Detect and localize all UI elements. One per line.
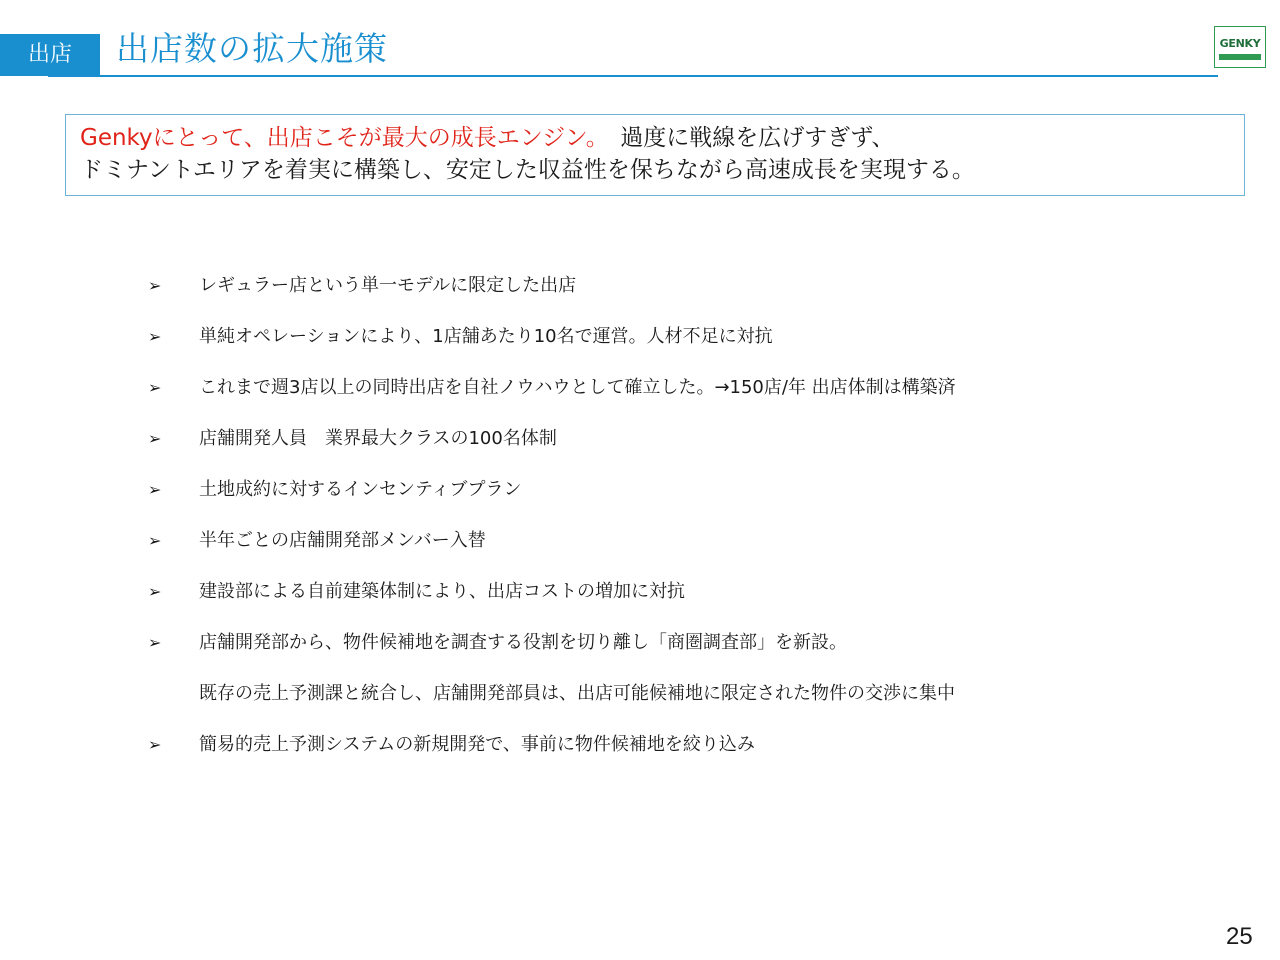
- page-title: 出店数の拡大施策: [116, 29, 388, 68]
- list-item: [148, 271, 1148, 301]
- list-item-text: レギュラー店という単一モデルに限定した出店: [199, 275, 577, 296]
- arrow-bullet-icon: ➢: [148, 582, 162, 601]
- list-item: [148, 577, 1148, 607]
- arrow-bullet-icon: ➢: [148, 276, 162, 295]
- list-item-text: これまで週3店以上の同時出店を自社ノウハウとして確立した。→150店/年 出店体制は構築済: [199, 377, 956, 398]
- header-divider: [48, 75, 1218, 77]
- summary-highlight: Genkyにとって、出店こそが最大の成長エンジン。: [80, 125, 598, 151]
- list-item-text: 簡易的売上予測システムの新規開発で、事前に物件候補地を絞り込み: [199, 734, 755, 755]
- list-item-text: 建設部による自前建築体制により、出店コストの増加に対抗: [199, 581, 685, 602]
- logo-wordmark: GENKY: [1219, 37, 1261, 50]
- list-item: [148, 424, 1148, 454]
- list-item-text: 既存の売上予測課と統合し、店舗開発部員は、出店可能候補地に限定された物件の交渉に集中: [199, 683, 955, 704]
- summary-line-1-rest: [597, 125, 894, 151]
- list-item: [148, 628, 1148, 658]
- arrow-bullet-icon: ➢: [148, 378, 162, 397]
- arrow-bullet-icon: ➢: [148, 480, 162, 499]
- section-tag: 出店: [0, 34, 100, 76]
- list-item-continuation: [148, 679, 1148, 709]
- list-item-text: 店舗開発部から、物件候補地を調査する役割を切り離し「商圏調査部」を新設。: [199, 632, 847, 653]
- list-item: [148, 475, 1148, 505]
- arrow-bullet-icon: ➢: [148, 735, 162, 754]
- list-item-text: 店舗開発人員 業界最大クラスの100名体制: [199, 428, 557, 449]
- list-item: [148, 322, 1148, 352]
- list-item: [148, 730, 1148, 760]
- arrow-bullet-icon: ➢: [148, 327, 162, 346]
- genky-logo: [1214, 26, 1266, 68]
- summary-line-1-text: 過度に戦線を広げすぎず、: [620, 125, 895, 151]
- summary-box: [65, 114, 1245, 196]
- list-item: [148, 526, 1148, 556]
- list-item: [148, 373, 1148, 403]
- summary-line-1: [80, 122, 1244, 154]
- logo-bar: [1219, 54, 1261, 60]
- arrow-bullet-icon: ➢: [148, 633, 162, 652]
- summary-line-2: ドミナントエリアを着実に構築し、安定した収益性を保ちながら高速成長を実現する。: [80, 157, 975, 183]
- arrow-bullet-icon: ➢: [148, 429, 162, 448]
- list-item-text: 土地成約に対するインセンティブプラン: [199, 479, 522, 500]
- arrow-bullet-icon: ➢: [148, 531, 162, 550]
- list-item-text: 半年ごとの店舗開発部メンバー入替: [199, 530, 486, 551]
- list-item-text: 単純オペレーションにより、1店舗あたり10名で運営。人材不足に対抗: [199, 326, 773, 347]
- page-number: 25: [1226, 923, 1253, 950]
